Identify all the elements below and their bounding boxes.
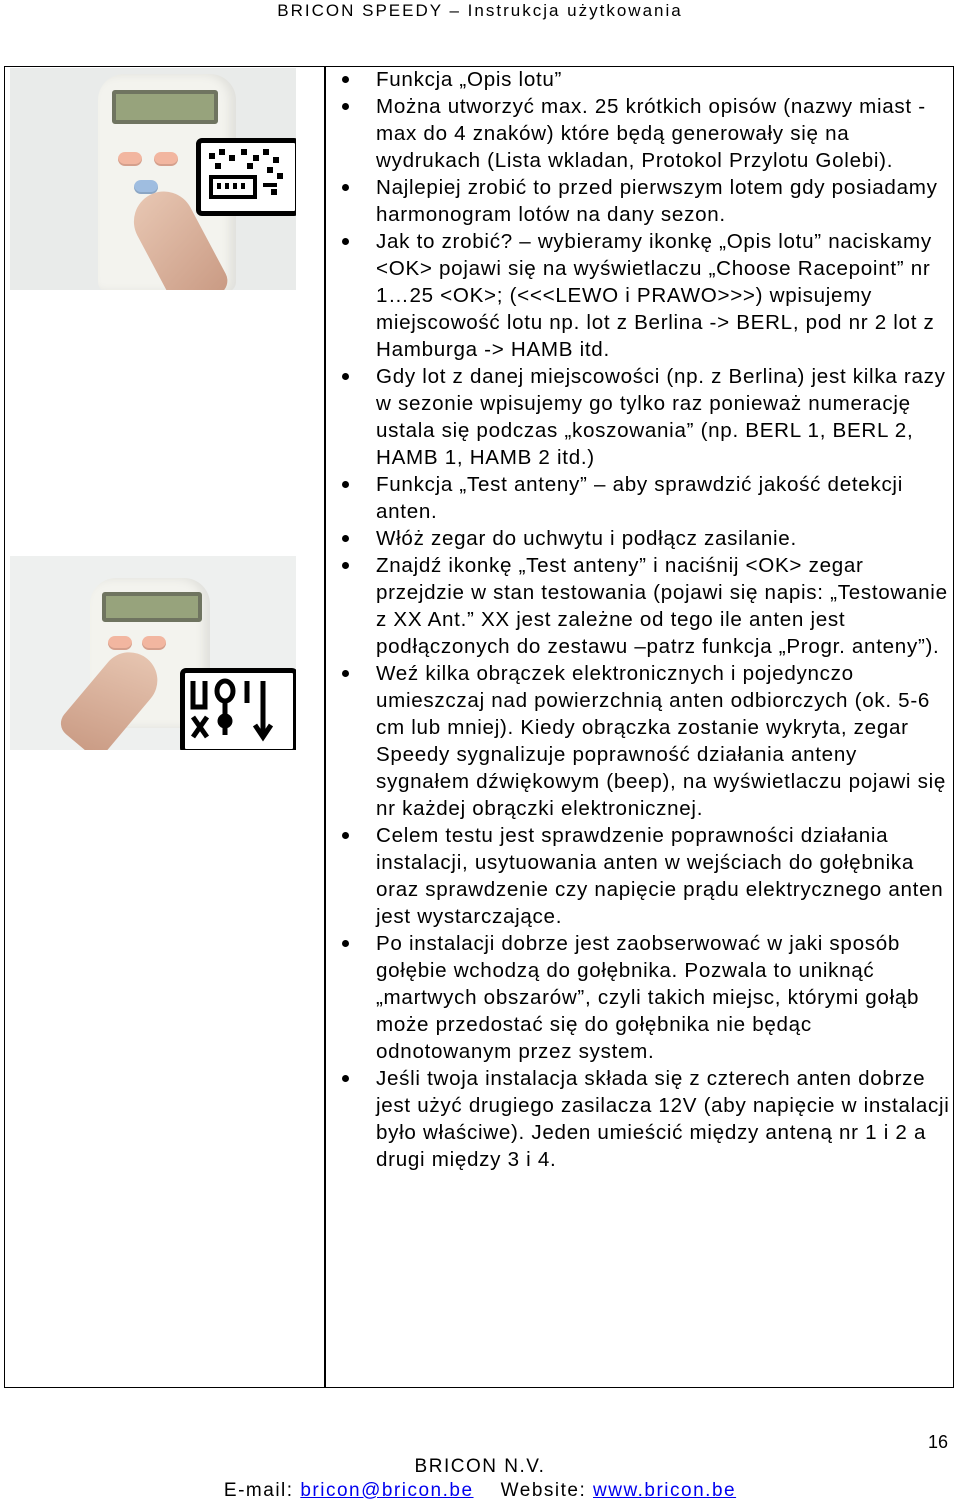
email-link[interactable]: bricon@bricon.be <box>300 1480 474 1501</box>
footer-company: BRICON N.V. <box>414 1456 546 1477</box>
list-item: Funkcja „Opis lotu” <box>332 66 954 93</box>
device-button <box>108 636 132 650</box>
list-item: Gdy lot z danej miejscowości (np. z Berlina) jest kilka razy w sezonie wpisujemy go tylko raz ponieważ numerację ustala się podczas „koszowania” (np. BERL 1, BERL 2, HAMB 1, HAMB 2 itd.) <box>332 363 954 471</box>
header-title: BRICON SPEEDY – Instrukcja użytkowania <box>277 1 683 20</box>
list-item: Jak to zrobić? – wybieramy ikonkę „Opis lotu” naciskamy <OK> pojawi się na wyświetlaczu „Choose Racepoint” nr 1…25 <OK>; (<<<LEWO i PRAWO>>>) wpisujemy miejscowość lotu np. lot z Berlina -> BERL, pod nr 2 lot z Hamburga -> HAMB itd. <box>332 228 954 363</box>
list-item: Funkcja „Test anteny” – aby sprawdzić jakość detekcji anten. <box>332 471 954 525</box>
list-item: Celem testu jest sprawdzenie poprawności działania instalacji, usytuowania anten w wejściach do gołębnika oraz sprawdzenie czy napięcie prądu elektrycznego anten jest wystarczające. <box>332 822 954 930</box>
list-item: Najlepiej zrobić to przed pierwszym lotem gdy posiadamy harmonogram lotów na dany sezon. <box>332 174 954 228</box>
list-item: Znajdź ikonkę „Test anteny” i naciśnij <OK> zegar przejdzie w stan testowania (pojawi się napis: „Testowanie z XX Ant.” XX jest zależne od tego ile anten jest podłączonych do zestawu –patrz funkcja „Progr. anteny”). <box>332 552 954 660</box>
column-divider <box>324 66 326 1388</box>
page-number: 16 <box>927 1432 948 1452</box>
website-label: Website: <box>500 1480 587 1501</box>
list-item: Można utworzyć max. 25 krótkich opisów (nazwy miast -max do 4 znaków) które będą generowały się na wydrukach (Lista wkladan, Protokol Przylotu Golebi). <box>332 93 954 174</box>
device-display <box>102 592 202 622</box>
device-button <box>118 152 142 166</box>
antenna-test-icon <box>180 668 296 750</box>
document-header <box>0 0 960 28</box>
device-button <box>154 152 178 166</box>
instructions-text <box>332 66 954 1173</box>
list-item: Weź kilka obrączek elektronicznych i pojedynczo umieszczaj nad powierzchnią anten odbiorczych (ok. 5-6 cm lub mniej). Kiedy obrączka zostanie wykryta, zegar Speedy sygnalizuje poprawność działania anteny sygnałem dźwiękowym (beep), na wyświetlaczu pojawi się nr każdej obrączki elektronicznej. <box>332 660 954 822</box>
list-item: Włóż zegar do uchwytu i podłącz zasilanie. <box>332 525 954 552</box>
email-label: E-mail: <box>223 1480 294 1501</box>
device-photo-flight-description <box>10 68 296 290</box>
device-button <box>142 636 166 650</box>
list-item: Po instalacji dobrze jest zaobserwować w jaki sposób gołębie wchodzą do gołębnika. Pozwala to uniknąć „martwych obszarów”, czyli takich miejsc, którymi gołąb może przedostać się do gołębnika nie będąc odnotowanym przez system. <box>332 930 954 1065</box>
device-display <box>112 90 218 124</box>
list-item: Jeśli twoja instalacja składa się z czterech anten dobrze jest użyć drugiego zasilacza 12V (aby napięcie w instalacji było właściwe). Jeden umieścić między anteną nr 1 i 2 a drugi między 3 i 4. <box>332 1065 954 1173</box>
flight-description-icon <box>196 138 296 216</box>
device-photo-antenna-test <box>10 556 296 750</box>
bullet-list <box>332 66 954 1173</box>
footer-contact <box>0 1480 960 1502</box>
website-link[interactable]: www.bricon.be <box>593 1480 737 1501</box>
